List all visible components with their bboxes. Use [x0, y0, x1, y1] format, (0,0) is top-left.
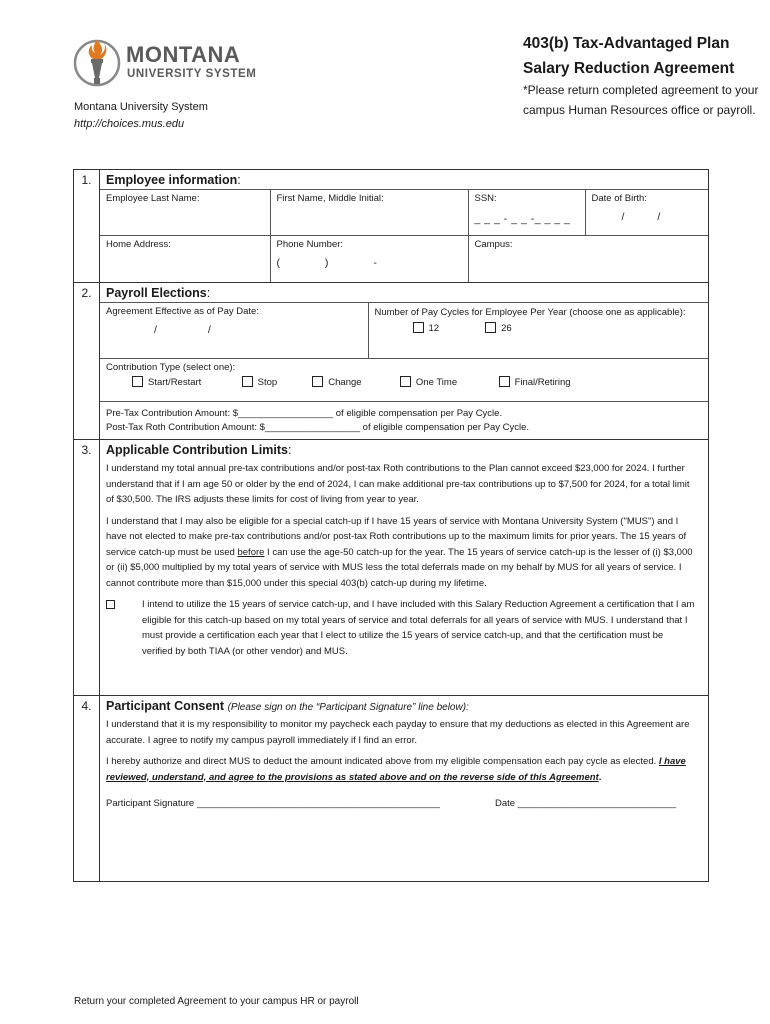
- limits-before-underlined: before: [237, 546, 265, 558]
- option-stop[interactable]: [242, 376, 310, 388]
- section-content: [100, 282, 709, 440]
- section-title: [100, 696, 708, 715]
- title-line-1: 403(b) Tax-Advantaged Plan: [523, 35, 730, 52]
- ssn-field[interactable]: [468, 190, 585, 236]
- phone-label: Phone Number:: [276, 239, 344, 250]
- effective-date-field[interactable]: [100, 302, 368, 358]
- option-final-retiring[interactable]: [499, 376, 571, 388]
- limits-paragraph-2b: I can use the age-50 catch-up for the year. The 15 years of service catch-up is the lesser of (i) $3,000 or (ii) $5,000 multiplied by my total years of service with MUS less the total deferrals made on my behalf by MUS for all years of service. I cannot contribute more than $15,000 under this special 403(b) catch-up during my lifetime.: [106, 546, 693, 589]
- option-start-restart[interactable]: [132, 376, 239, 388]
- catch-up-text: I intend to utilize the 15 years of service catch-up, and I have included with this Salary Reduction Agreement a certification that I am eligible for this catch-up based on my total years of service and total deferrals for all years of service with MUS. I understand that I must provide a certification each year that I elect to utilize the 15 years of service catch-up, and that the certification must be verified by both TIAA (or other vendor) and MUS.: [142, 599, 695, 657]
- logo-subtitle: UNIVERSITY SYSTEM: [127, 68, 257, 80]
- employee-info-grid: [100, 189, 708, 282]
- section-payroll-elections: [74, 282, 709, 440]
- option-label: One Time: [415, 376, 458, 388]
- checkbox-icon[interactable]: [413, 322, 424, 333]
- contribution-type-field: [100, 358, 708, 401]
- section-title-text: Employee information: [106, 173, 238, 187]
- limits-paragraph-2: [100, 514, 708, 592]
- ssn-label: SSN:: [474, 193, 497, 204]
- cycle-option-12[interactable]: [413, 322, 483, 334]
- option-one-time[interactable]: [400, 376, 496, 388]
- section-number: 3.: [74, 440, 100, 696]
- organization-block: [74, 99, 208, 133]
- contribution-amounts: [100, 401, 708, 439]
- cycle-option-label: 12: [428, 322, 440, 334]
- section-contribution-limits: [74, 440, 709, 696]
- effective-date-label: Agreement Effective as of Pay Date:: [106, 305, 259, 317]
- section-number: 4.: [74, 696, 100, 882]
- limits-paragraph-2a: I understand that I may also be eligible for a special catch-up if I have 15 years of service with Montana University System ("MUS") and I have not elected to make pre-tax contributions and/or post-tax Roth contributions up to the maximum limits for prior years. The 15 years of service catch-up must be used: [106, 515, 687, 558]
- consent-paragraph-2: [100, 754, 708, 785]
- contribution-type-label: Contribution Type (select one):: [106, 361, 236, 373]
- option-label: Start/Restart: [148, 376, 202, 388]
- org-name: Montana University System: [74, 101, 208, 113]
- last-name-label: Employee Last Name:: [106, 193, 200, 204]
- payroll-grid: [100, 302, 708, 440]
- checkbox-icon[interactable]: [132, 376, 143, 387]
- mus-logo: [72, 34, 262, 94]
- agreement-form: [73, 169, 709, 882]
- option-change[interactable]: [312, 376, 397, 388]
- checkbox-icon[interactable]: [400, 376, 411, 387]
- consent-period: .: [598, 771, 602, 783]
- section-title: Employee information:: [106, 173, 241, 187]
- catch-up-option[interactable]: [100, 597, 708, 659]
- signature-row: [100, 798, 708, 809]
- consent-paragraph-1: I understand that it is my responsibility to monitor my paycheck each payday to ensure that my deductions as elected in this Agreement are accurate. I agree to notify my campus payroll immediately if I find an error.: [106, 719, 690, 746]
- checkbox-icon[interactable]: [106, 600, 115, 609]
- roth-amount-line[interactable]: Post-Tax Roth Contribution Amount: $__________________ of eligible compensation per Pay Cycle.: [106, 421, 530, 433]
- cycle-option-label: 26: [501, 322, 512, 334]
- campus-label: Campus:: [474, 239, 513, 250]
- footer-note: Return your completed Agreement to your campus HR or payroll: [74, 996, 359, 1007]
- return-note: *Please return completed agreement to your campus Human Resources office or payroll.: [523, 83, 759, 117]
- section-content: [100, 440, 709, 696]
- phone-blank: ( ) -: [276, 257, 378, 269]
- address-label: Home Address:: [106, 239, 171, 250]
- first-name-label: First Name, Middle Initial:: [276, 193, 384, 204]
- section-content: [100, 170, 709, 283]
- first-name-field[interactable]: [270, 190, 468, 236]
- ssn-blank: _ _ _ - _ _ -_ _ _ _: [474, 213, 571, 225]
- campus-field[interactable]: [468, 236, 708, 282]
- section-number: 2.: [74, 282, 100, 440]
- signature-date-line[interactable]: Date ______________________________: [495, 798, 677, 809]
- option-label: Change: [328, 376, 362, 388]
- dob-field[interactable]: [585, 190, 708, 236]
- home-address-field[interactable]: [100, 236, 270, 282]
- option-label: Final/Retiring: [514, 376, 571, 388]
- section-employee-information: [74, 170, 709, 283]
- pay-cycles-field: [368, 302, 708, 358]
- phone-field[interactable]: [270, 236, 468, 282]
- section-number: 1.: [74, 170, 100, 283]
- section-title-text: Applicable Contribution Limits: [106, 443, 288, 457]
- pay-cycles-label: Number of Pay Cycles for Employee Per Year (choose one as applicable):: [374, 306, 686, 318]
- effective-date-blank: / /: [154, 323, 212, 336]
- participant-signature-line[interactable]: Participant Signature ______________________________________________: [106, 798, 440, 809]
- checkbox-icon[interactable]: [242, 376, 253, 387]
- last-name-field[interactable]: [100, 190, 270, 236]
- option-label: Stop: [257, 376, 278, 388]
- dob-label: Date of Birth:: [591, 193, 647, 204]
- consent-paragraph-2-text: I hereby authorize and direct MUS to deduct the amount indicated above from my eligible compensation each pay cycle as elected.: [106, 756, 659, 767]
- cycle-option-26[interactable]: [485, 322, 512, 334]
- checkbox-icon[interactable]: [485, 322, 496, 333]
- checkbox-icon[interactable]: [499, 376, 510, 387]
- dob-blank: / /: [621, 211, 662, 223]
- document-title: [523, 31, 734, 81]
- checkbox-icon[interactable]: [312, 376, 323, 387]
- limits-paragraph-1: I understand my total annual pre-tax contributions and/or post-tax Roth contributions to the Plan cannot exceed $23,000 for 2024. I further understand that if I am age 50 or older by the end of 2024, I can make additional pre-tax contributions up to $7,500 for 2024, for a total limit of $30,500. The IRS adjusts these limits for cost of living from year to year.: [106, 463, 690, 505]
- section-content: [100, 696, 709, 882]
- section-title-text: Participant Consent: [106, 699, 225, 713]
- section-participant-consent: [74, 696, 709, 882]
- pretax-amount-line[interactable]: Pre-Tax Contribution Amount: $__________________ of eligible compensation per Pay Cycle.: [106, 407, 503, 419]
- org-url[interactable]: http://choices.mus.edu: [74, 118, 185, 130]
- logo-name: MONTANA: [126, 42, 241, 67]
- section-title-note: (Please sign on the “Participant Signature” line below):: [227, 702, 469, 713]
- torch-icon: [72, 34, 122, 94]
- title-line-2: Salary Reduction Agreement: [523, 60, 735, 77]
- section-title: Payroll Elections:: [106, 285, 211, 300]
- consent-acknowledgement: I have reviewed, understand, and agree to the provisions as stated above and on the reverse side of this Agreement: [106, 756, 686, 783]
- section-title: Applicable Contribution Limits:: [106, 443, 292, 457]
- section-title-text: Payroll Elections: [106, 285, 207, 300]
